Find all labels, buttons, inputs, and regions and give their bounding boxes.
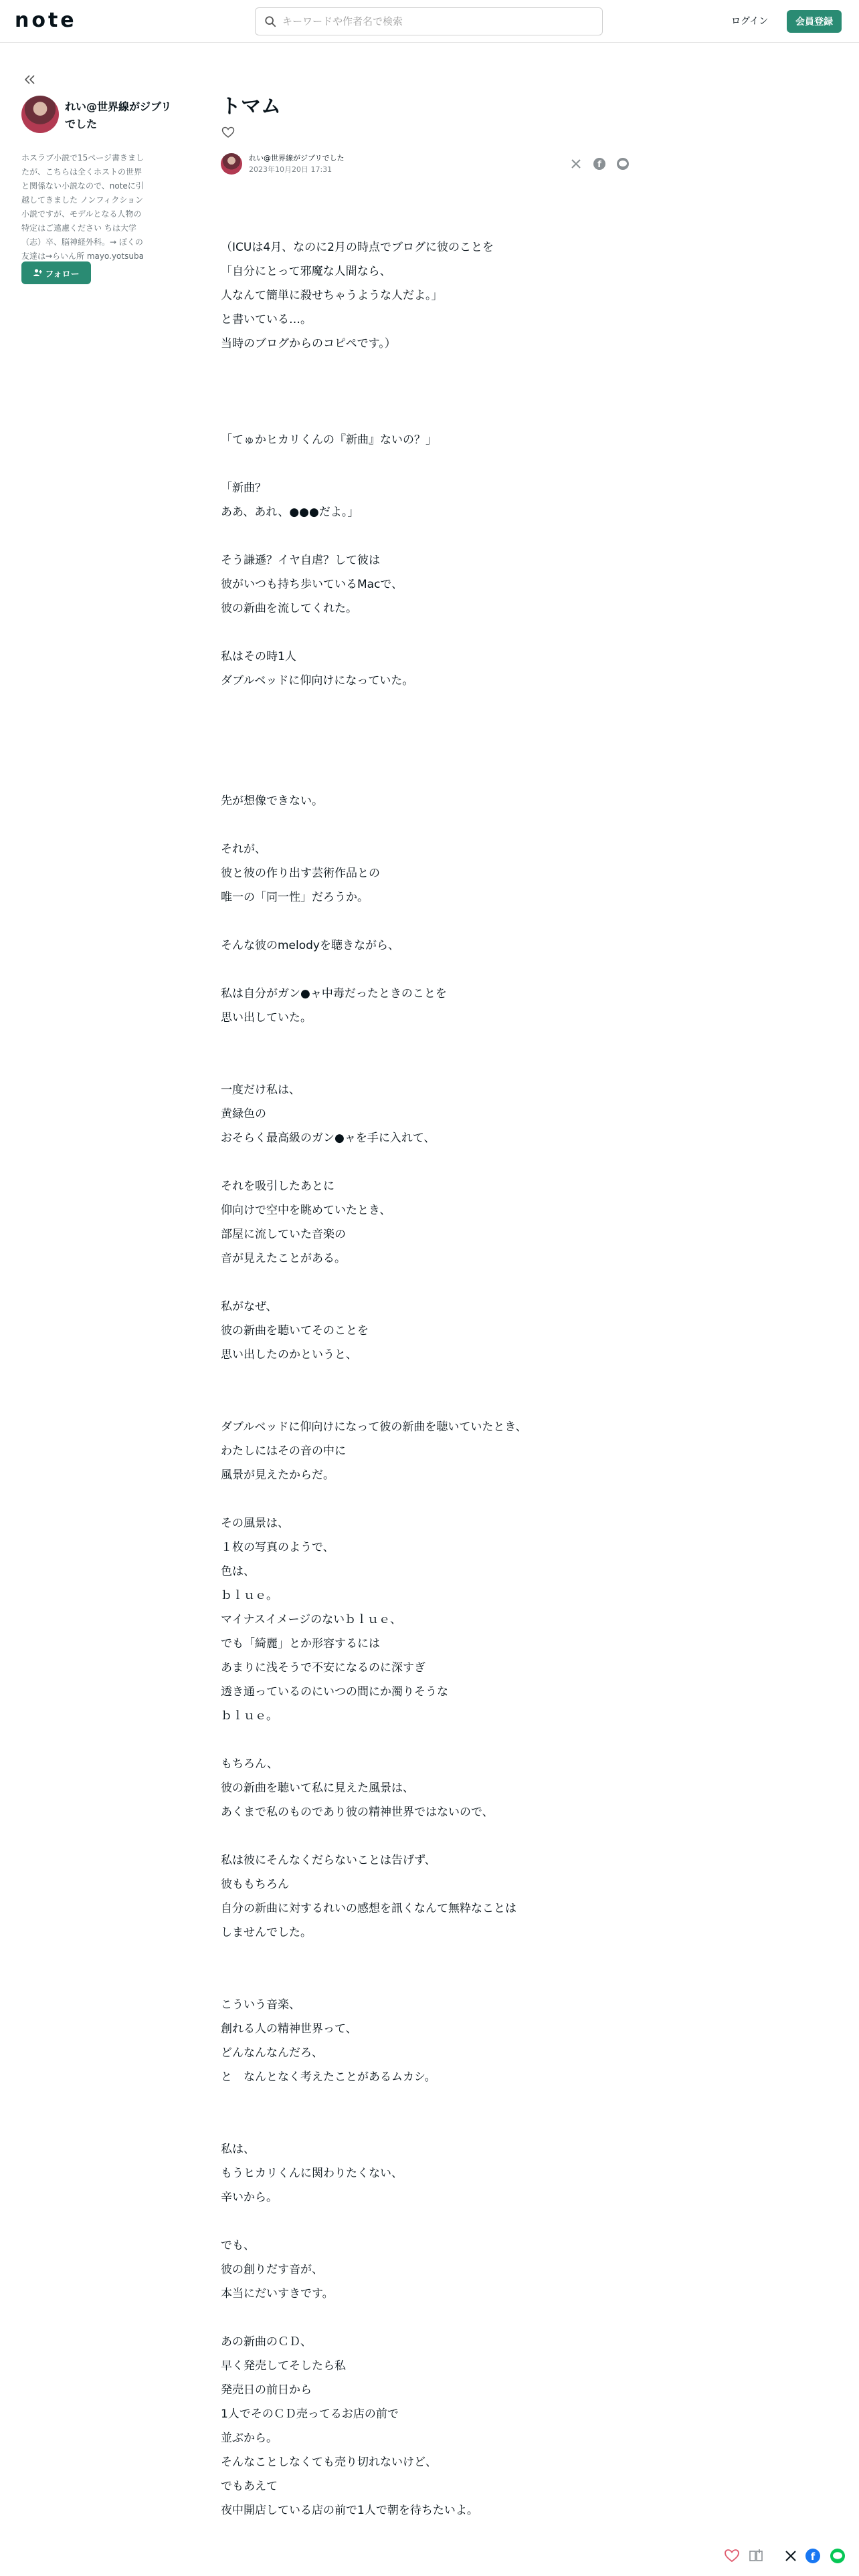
paragraph: もちろん、 彼の新曲を聴いて私に見えた風景は、 あくまで私のものであり彼の精神世界ではないので、 — [221, 1757, 494, 1819]
note-logo[interactable]: note — [15, 9, 77, 32]
paragraph: 私がなぜ、 彼の新曲を聴いてそのことを 思い出したのかというと、 — [221, 1300, 369, 1362]
paragraph: その風景は、 １枚の写真のようで、 色は、 ｂｌｕｅ。 マイナスイメージのないｂｌｕｅ、 でも「綺麗」とか形容するには あまりに浅そうで不安になるのに深すぎ 透き通っているのにいつの間にか濁りそうな ｂｌｕｅ。 — [221, 1517, 448, 1723]
author-avatar[interactable] — [21, 96, 59, 133]
paragraph: ダブルベッドに仰向けになって彼の新曲を聴いていたとき、 わたしにはその音の中に 風景が見えたからだ。 — [221, 1420, 527, 1482]
follow-label: フォロー — [45, 269, 80, 280]
search-box[interactable] — [255, 7, 603, 35]
paragraph: こういう音楽、 創れる人の精神世界って、 どんなんなんだろ、 と なんとなく考えたことがあるムカシ。 — [221, 1998, 436, 2084]
svg-text:f: f — [810, 2551, 816, 2563]
login-link[interactable]: ログイン — [731, 16, 769, 27]
paragraph: 「新曲？ ああ、あれ、●●●だよ。」 — [221, 481, 359, 519]
magazine-icon[interactable] — [748, 2548, 764, 2564]
add-user-icon — [33, 268, 42, 278]
paragraph: 私はその時1人 ダブルベッドに仰向けになっていた。 — [221, 650, 414, 687]
search-icon — [264, 15, 276, 27]
paragraph: 私は彼にそんなくだらないことは告げず、 彼ももちろん 自分の新曲に対するれいの感想を訊くなんて無粋なことは しませんでした。 — [221, 1854, 516, 1939]
heart-icon[interactable] — [221, 126, 235, 139]
paragraph: あの新曲のＣＤ、 早く発売してそしたら私 発売日の前日から 1人でそのＣＤ売ってるお店の前で 並ぶから。 そんなことしなくても売り切れないけど、 でもあえて 夜中開店している店の前で1人で朝を待ちたいよ。 — [221, 2335, 478, 2517]
publish-date: 2023年10月20日 17:31 — [249, 165, 332, 174]
site-header — [0, 0, 859, 43]
paragraph: （ICUは4月、なのに2月の時点でブログに彼のことを 「自分にとって邪魔な人間なら、 人なんて簡単に殺せちゃうような人だよ。」 と書いている…。 当時のブログからのコピペです。） — [221, 241, 494, 350]
paragraph: そんな彼のmelodyを聴きながら、 — [221, 939, 399, 952]
double-chevron-left-icon[interactable] — [23, 72, 37, 87]
author-name[interactable]: れい@世界線がジブリでした — [65, 100, 172, 130]
paragraph: 先が想像できない。 — [221, 794, 323, 808]
facebook-icon[interactable] — [805, 2548, 821, 2564]
svg-text:f: f — [597, 160, 601, 170]
paragraph: でも、 彼の創りだす音が、 本当にだいすきです。 — [221, 2239, 334, 2300]
search-input[interactable] — [282, 15, 590, 27]
paragraph: それを吸引したあとに 仰向けで空中を眺めていたとき、 部屋に流していた音楽の 音が見えたことがある。 — [221, 1180, 391, 1265]
paragraph: 私は自分がガン●ャ中毒だったときのことを 思い出していた。 — [221, 987, 447, 1025]
meta-author-avatar[interactable] — [221, 153, 242, 175]
facebook-icon[interactable] — [593, 157, 606, 171]
heart-icon[interactable] — [724, 2548, 740, 2564]
x-icon[interactable] — [783, 2548, 799, 2564]
meta-author-name[interactable]: れい@世界線がジブリでした — [249, 154, 345, 163]
article-title: トマム — [221, 95, 281, 118]
paragraph: それが、 彼と彼の作り出す芸術作品との 唯一の「同一性」だろうか。 — [221, 843, 380, 904]
paragraph: 一度だけ私は、 黄緑色の おそらく最高級のガン●ャを手に入れて、 — [221, 1083, 436, 1145]
line-icon[interactable] — [830, 2548, 846, 2564]
article-body — [221, 235, 595, 2523]
author-bio: ホスラブ小説で15ページ書きましたが、こちらは全くホストの世界と関係ない小説なので、noteに引越してきました ノンフィクション小説ですが、モデルとなる人物の特定はご遠慮ください ちは大学（志）卒、脳神経外科。→ ぼくの友達は→らいん所 mayo.yotsuba — [21, 153, 145, 261]
paragraph: そう謙遜？イヤ自虐？して彼は 彼がいつも持ち歩いているMacで、 彼の新曲を流してくれた。 — [221, 554, 403, 615]
signup-button[interactable]: 会員登録 — [787, 10, 842, 33]
paragraph: 「てゅかヒカリくんの『新曲』ないの？」 — [221, 433, 437, 447]
line-icon[interactable] — [616, 157, 630, 171]
x-icon[interactable] — [569, 157, 583, 171]
paragraph: 私は、 もうヒカリくんに関わりたくない、 辛いから。 — [221, 2143, 403, 2204]
follow-button[interactable] — [21, 261, 91, 284]
